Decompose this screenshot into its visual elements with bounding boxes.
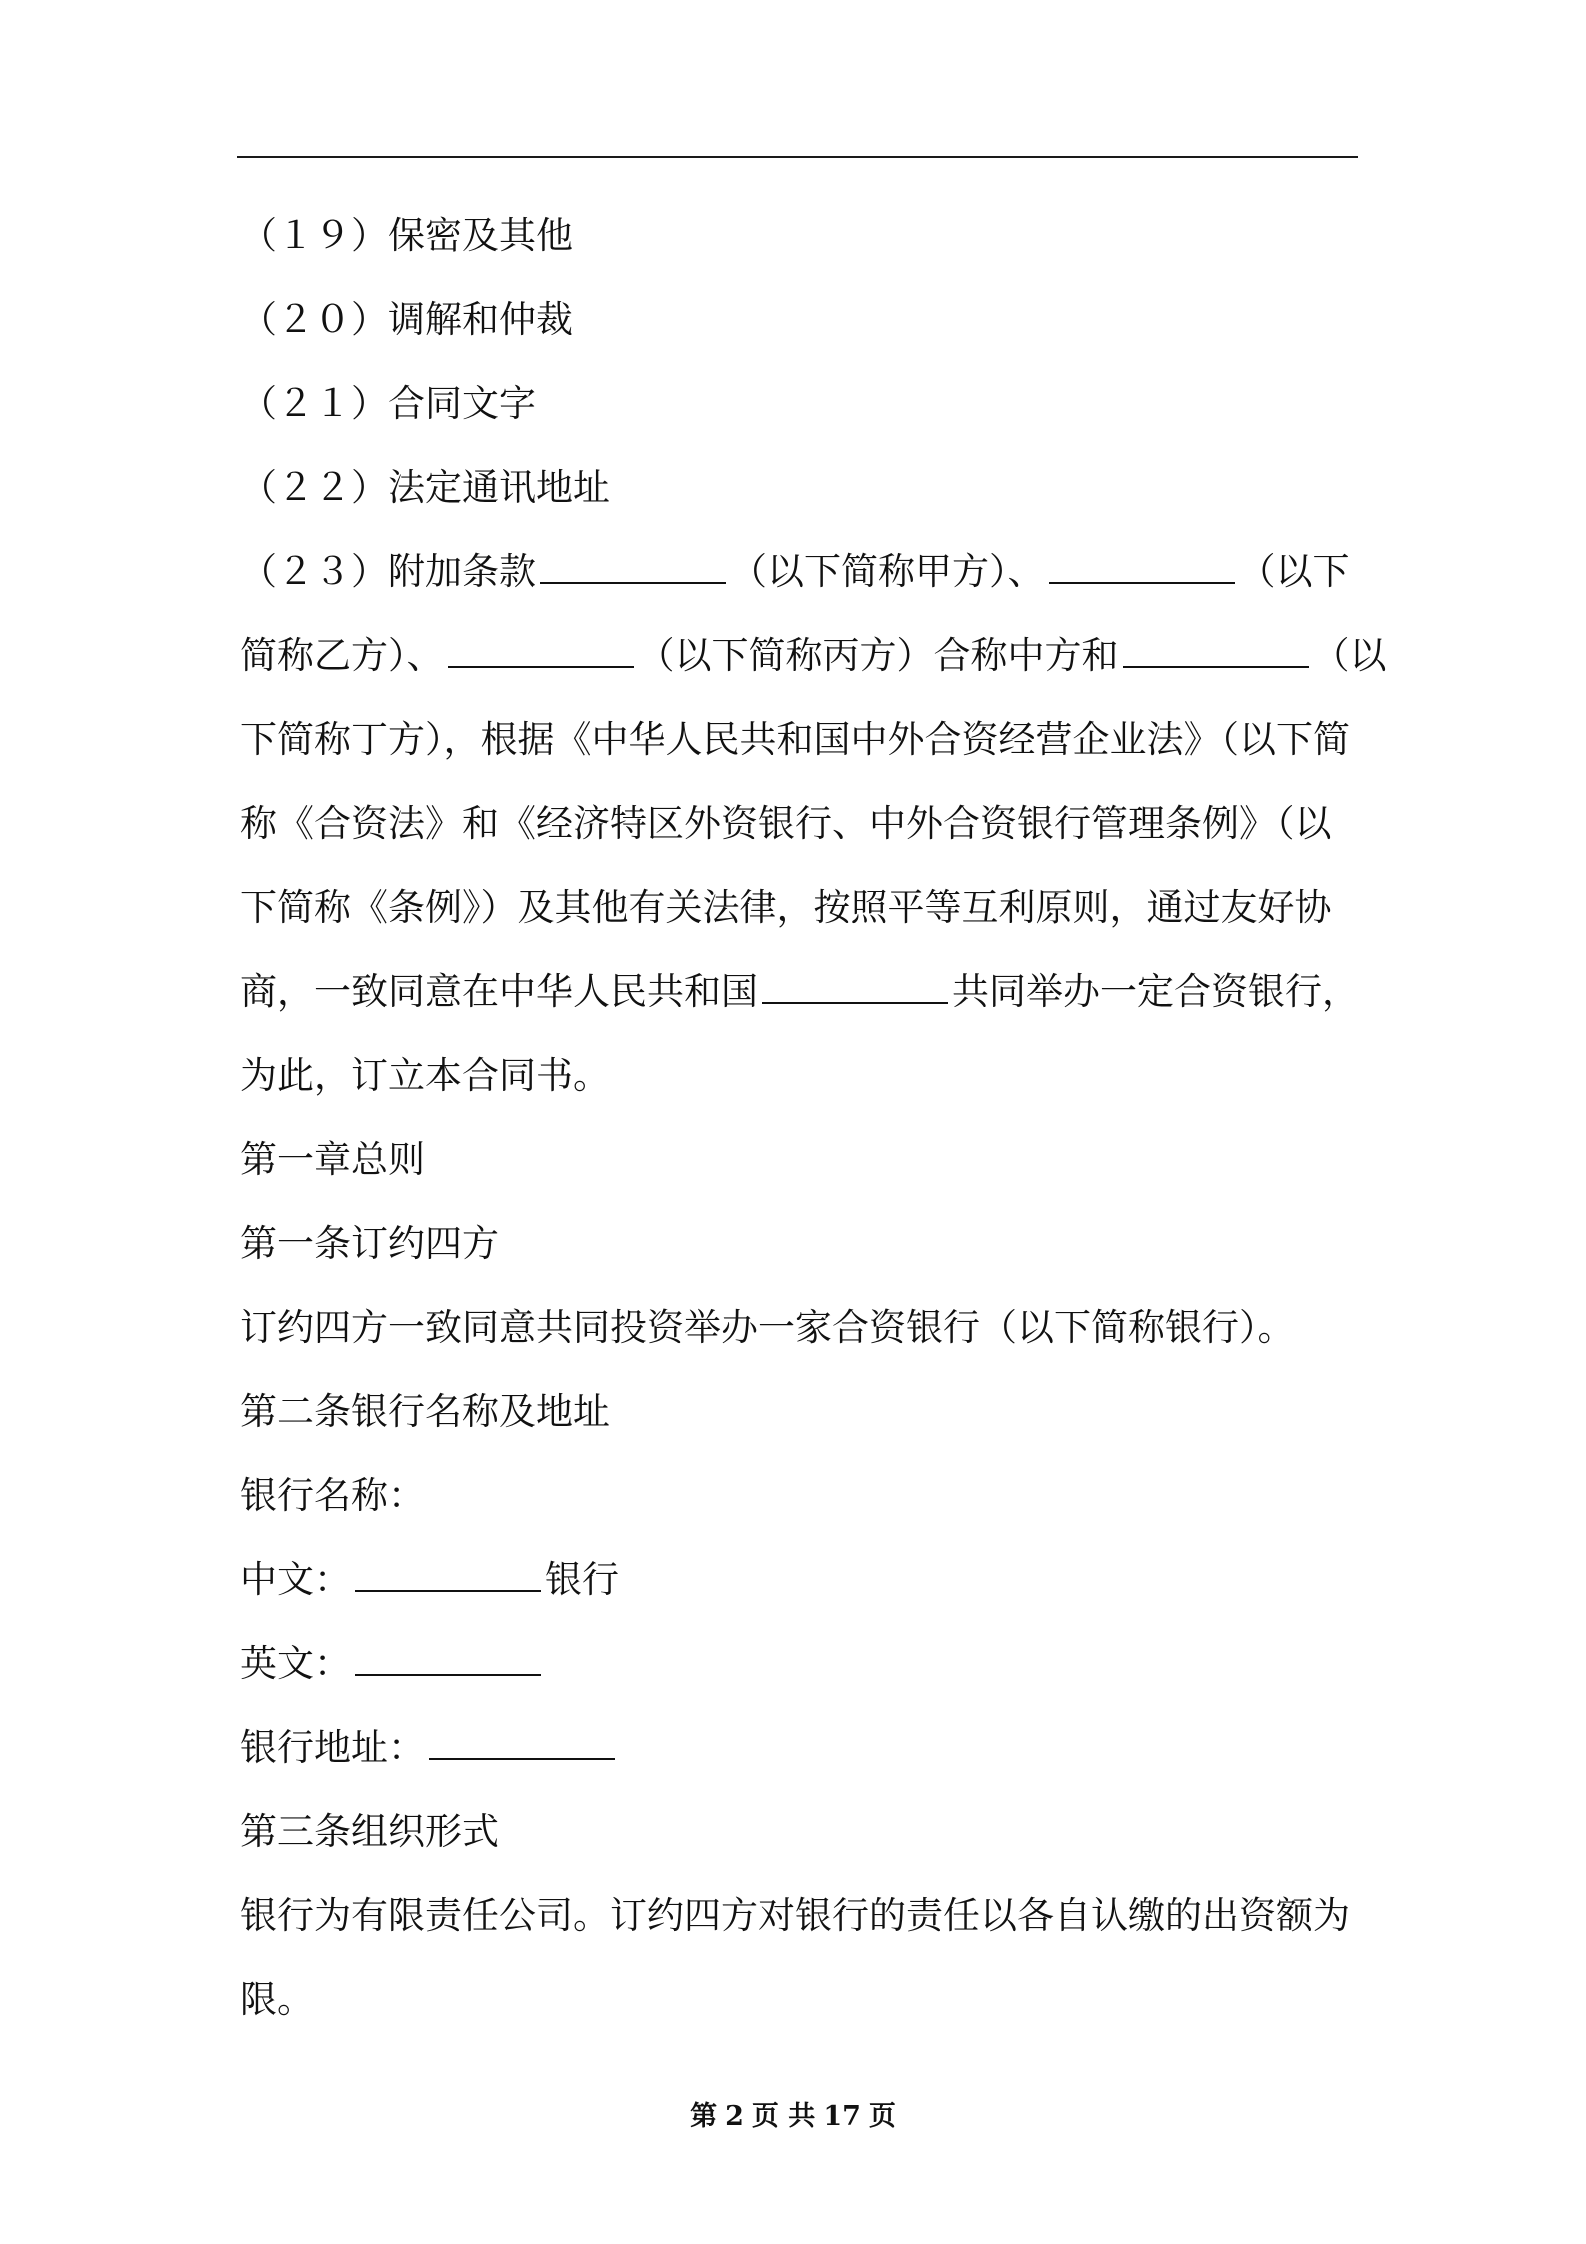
header-rule	[237, 156, 1358, 158]
preamble-line-6-start: 商，一致同意在中华人民共和国	[240, 970, 758, 1013]
article-1-heading: 第一条订约四方	[240, 1222, 499, 1265]
blank-chinese-name	[355, 1589, 541, 1592]
article-3-body-2: 限。	[240, 1978, 314, 2021]
party-a-text: （以下简称甲方）、	[730, 550, 1045, 593]
article-1-body: 订约四方一致同意共同投资举办一家合资银行（以下简称银行）。	[240, 1306, 1295, 1349]
total-pages: 17	[823, 2101, 861, 2132]
blank-party-c	[448, 665, 634, 668]
party-b-text: 简称乙方）、	[240, 634, 444, 677]
article-2-heading: 第二条银行名称及地址	[240, 1390, 610, 1433]
blank-party-a	[540, 581, 726, 584]
document-body	[240, 194, 1387, 2042]
chinese-name-line	[240, 1538, 1358, 1622]
blank-english-name	[355, 1673, 541, 1676]
article-3-body-1: 银行为有限责任公司。订约四方对银行的责任以各自认缴的出资额为	[240, 1894, 1350, 1937]
page-footer	[0, 2094, 1586, 2133]
party-b-text-start: （以下	[1238, 550, 1350, 593]
list-item-23	[240, 530, 1358, 614]
english-name-label: 英文：	[240, 1642, 351, 1685]
footer-prefix: 第	[690, 2101, 718, 2132]
preamble-line-6	[240, 950, 1358, 1034]
party-d-text-start: （以	[1312, 634, 1387, 677]
chapter-1-heading: 第一章总则	[240, 1138, 425, 1181]
chinese-name-suffix: 银行	[545, 1558, 619, 1601]
bank-name-label: 银行名称：	[240, 1474, 425, 1517]
preamble-line-6-end: 共同举办一定合资银行，	[952, 970, 1359, 1013]
english-name-line	[240, 1622, 1358, 1706]
preamble-line-7: 为此，订立本合同书。	[240, 1054, 610, 1097]
list-item-19: （１９）保密及其他	[240, 214, 573, 257]
blank-location	[762, 1001, 948, 1004]
preamble-line-2	[240, 614, 1387, 698]
bank-address-label: 银行地址：	[240, 1726, 425, 1769]
chinese-name-label: 中文：	[240, 1558, 351, 1601]
list-item-20: （２０）调解和仲裁	[240, 298, 573, 341]
blank-party-d	[1123, 665, 1309, 668]
list-item-21: （２１）合同文字	[240, 382, 536, 425]
preamble-line-4: 称《合资法》和《经济特区外资银行、中外合资银行管理条例》（以	[240, 802, 1332, 845]
page-number: 2	[725, 2101, 744, 2132]
list-item-23-label: （２３）附加条款	[240, 550, 536, 593]
preamble-line-3: 下简称丁方），根据《中华人民共和国中外合资经营企业法》（以下简	[240, 718, 1350, 761]
footer-middle: 页 共	[751, 2101, 816, 2132]
article-3-heading: 第三条组织形式	[240, 1810, 499, 1853]
list-item-22: （２２）法定通讯地址	[240, 466, 610, 509]
party-c-text: （以下简称丙方）合称中方和	[637, 634, 1119, 677]
footer-suffix: 页	[868, 2101, 896, 2132]
blank-bank-address	[429, 1757, 615, 1760]
blank-party-b	[1049, 581, 1235, 584]
bank-address-line	[240, 1706, 1358, 1790]
preamble-line-5: 下简称《条例》）及其他有关法律，按照平等互利原则，通过友好协	[240, 886, 1332, 929]
